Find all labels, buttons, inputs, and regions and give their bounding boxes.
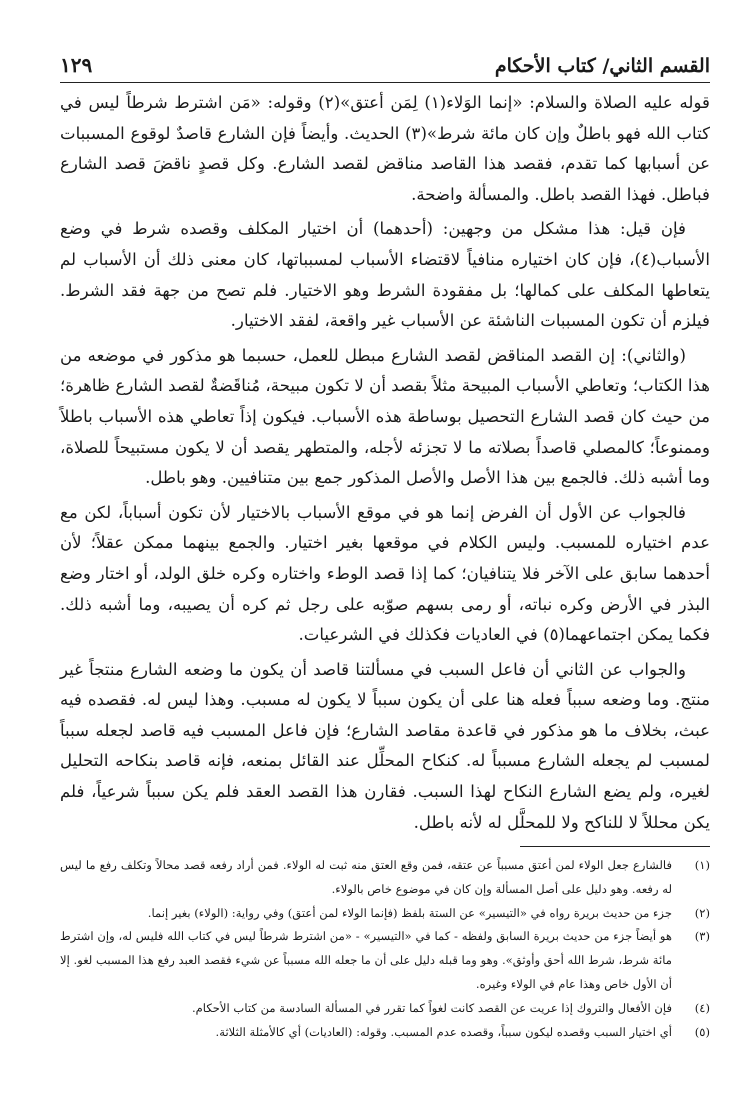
footnote-text: جزء من حديث بريرة رواه في «التيسير» عن الستة بلفظ (فإنما الولاء لمن أعتق) وفي رواية: (الولاء) بغير إنما. [147,905,672,920]
footnote-text: أي اختيار السبب وقصده ليكون سبباً، وقصده عدم المسبب. وقوله: (العاديات) أي كالأمثلة الثلاثة. [215,1024,672,1039]
paragraph: (والثاني): إن القصد المناقض لقصد الشارع مبطل للعمل، حسبما هو مذكور في موضعه من هذا الكتاب؛ وتعاطي الأسباب المبيحة مثلاً بقصد أن لا تكون مبيحة، مُناقَضةٌ لقصد الشارع ظاهرة؛ من حيث كان قصد الشارع التحصيل بوساطة هذه الأسباب. فيكون إذاً تعاطي هذه الأسباب باطلاً وممنوعاً؛ كالمصلي قاصداً بصلاته ما لا تجزئه لأجله، والمتطهر يقصد أن لا يكون مستبيحاً للصلاة، وما أشبه ذلك. فالجمع بين هذا الأصل والأصل المذكور جمع بين متنافيين. وهو باطل. [60,345,710,488]
paragraph: والجواب عن الثاني أن فاعل السبب في مسألتنا قاصد أن يكون ما وضعه الشارع منتجاً غير منتج. وما وضعه سبباً فعله هنا على أن يكون سبباً لا يكون له مسبب. وهذا ليس له. فقصده فيه عبث، بخلاف ما هو مذكور في قاعدة مقاصد الشارع؛ فإن فاعل المسبب فيه قاصد لجعله سبباً لمسبب لم يجعله الشارع مسبباً له. كنكاح المحلِّل عند القائل بمنعه، فإنه قاصد بنكاحه التحليل لغيره، ولم يضع الشارع النكاح لهذا السبب. فقارن هذا القصد العقد فلم يكن سبباً شرعياً، فلم يكن محللاً لا للناكح ولا للمحلَّل له لأنه باطل. [60,659,710,832]
page-number: ١٢٩ [60,53,93,77]
footnote [60,997,710,1021]
paragraph: فالجواب عن الأول أن الفرض إنما هو في موقع الأسباب بالاختيار لأن تكون أسباباً، لكن مع عدم اختياره للمسبب. وليس الكلام في موقعها بغير اختيار. والجمع بينهما ممكن عقلاً؛ لأن أحدهما سابق على الآخر فلا يتنافيان؛ كما إذا قصد الوطء واختاره وكره خلق الولد، أو اختار وضع البذر في الأرض وكره نباته، أو رمى بسهم صوّبه على رجل ثم كره أن يصيبه، وما أشبه ذلك. فكما يمكن اجتماعهما(٥) في العاديات فكذلك في الشرعيات. [60,502,710,645]
main-text [60,88,710,838]
footnote-number: (٤) [694,1000,710,1015]
footnote [60,925,710,996]
footnote-number: (٢) [694,905,710,920]
footnote [60,1021,710,1045]
footnote-text: هو أيضاً جزء من حديث بريرة السابق ولفظه - كما في «التيسير» - «من اشترط شرطاً ليس في كتاب الله فليس له، وإن اشترط مائة شرط، شرط الله أحق وأوثق». وهو وما قبله دليل على أن ما جعله الله مسبباً عن شيء فقصد العبد رفع هذا المسبب لغو. إلا أن الأول خاص وهذا عام في الولاء وغيره. [60,929,672,991]
footnote-number: (٣) [694,929,710,944]
paragraph: قوله عليه الصلاة والسلام: «إنما الوَلاء(١) لِمَن أعتق»(٢) وقوله: «مَن اشترط شرطاً ليس في كتاب الله فهو باطلٌ وإن كان مائة شرط»(٣) الحديث. وأيضاً فإن الشارع قاصدٌ لوقوع المسببات عن أسبابها كما تقدم، فقصد هذا القاصد مناقض لقصد الشارع. وكل قصدٍ ناقضَ قصد الشارع فباطل. فهذا القصد باطل. والمسألة واضحة. [60,93,710,204]
footnote [60,902,710,926]
footnote [60,854,710,902]
running-title: القسم الثاني/ كتاب الأحكام [494,55,710,77]
footnote-text: فالشارع جعل الولاء لمن أعتق مسبباً عن عتقه، فمن وقع العتق منه ثبت له الولاء. فمن أراد رفعه قصد محالاً وتكلف رفع ما ليس له رفعه. وهو دليل على أصل المسألة وإن كان في موضوع خاص بالولاء. [60,858,672,896]
paragraph: فإن قيل: هذا مشكل من وجهين: (أحدهما) أن اختيار المكلف وقصده شرط في وضع الأسباب(٤)، فإن كان اختياره منافياً لاقتضاء الأسباب لمسبباتها، كان معنى ذلك أن الأسباب لم يتعاطها المكلف على كمالها؛ بل مفقودة الشرط وهو الاختيار. فلم تصح من جهة فقد الشرط. فيلزم أن تكون المسببات الناشئة عن الأسباب غير واقعة، لفقد الاختيار. [60,219,710,331]
page-header [60,42,710,83]
footnotes [60,854,710,1044]
footnote-divider [520,846,710,847]
footnote-text: فإن الأفعال والتروك إذا عريت عن القصد كانت لغواً كما تقرر في المسألة السادسة من كتاب الأحكام. [191,1000,672,1015]
footnote-number: (٥) [694,1024,710,1039]
footnote-number: (١) [694,858,710,872]
